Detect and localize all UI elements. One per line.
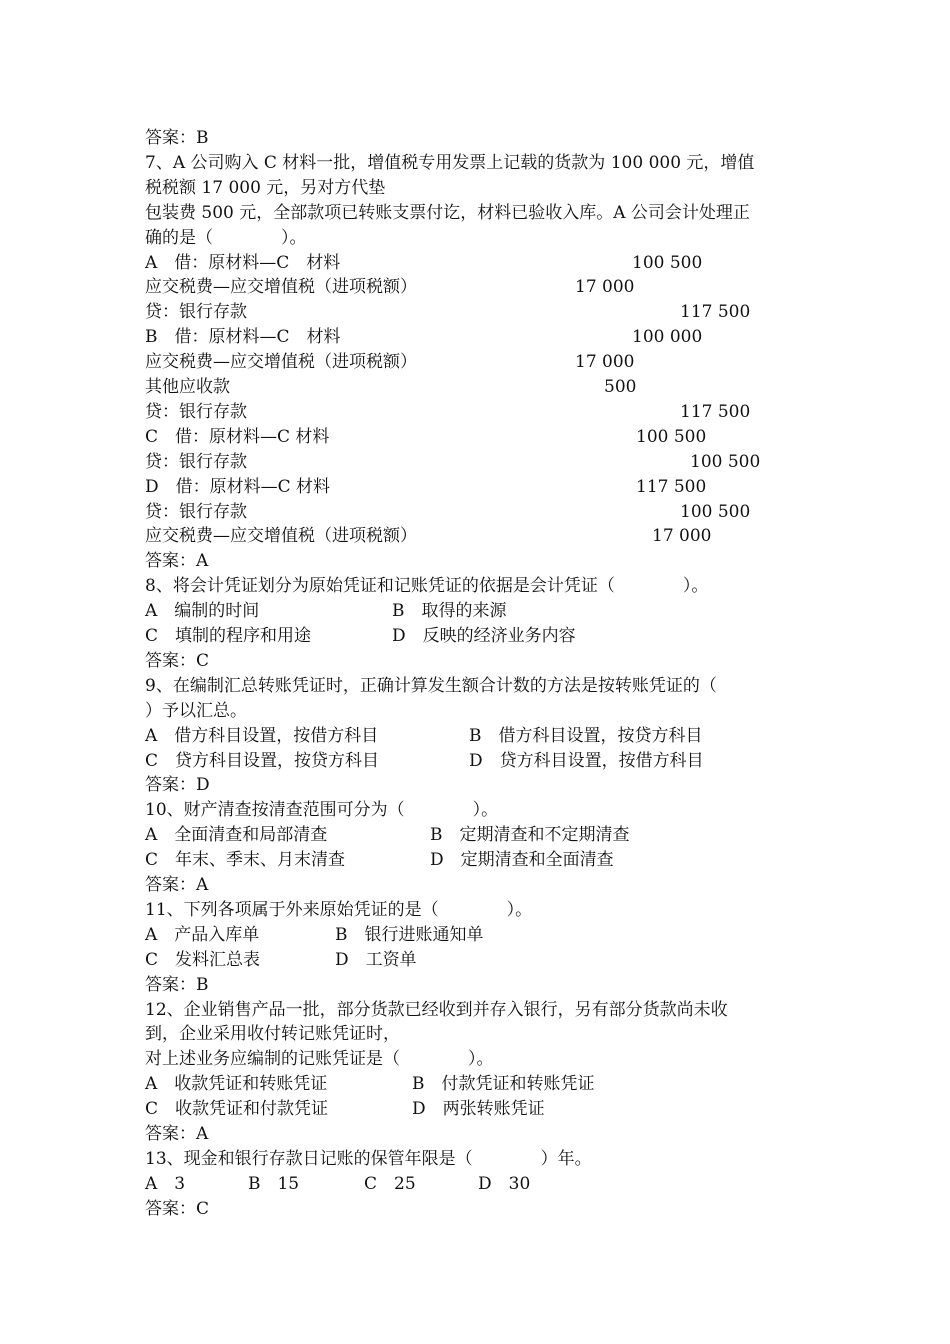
text-line-column: 17 000 <box>652 526 712 546</box>
text-line-column: 17 000 <box>575 352 635 372</box>
text-line: 答案：C <box>145 651 210 671</box>
text-line-column: 100 000 <box>632 327 703 347</box>
text-line: 对上述业务应编制的记账凭证是（ ）。 <box>145 1049 494 1069</box>
text-line-column: B 付款凭证和转账凭证 <box>412 1074 595 1094</box>
text-line-column: D 贷方科目设置，按借方科目 <box>469 751 704 771</box>
text-line: C 收款凭证和付款凭证 <box>145 1099 329 1119</box>
text-line: C 借：原材料—C 材料 <box>145 427 330 447</box>
text-line: 10、财产清查按清查范围可分为（ ）。 <box>145 800 499 820</box>
text-line-column: 117 500 <box>680 402 751 422</box>
text-line: C 发料汇总表 <box>145 950 261 970</box>
text-line: 应交税费—应交增值税（进项税额） <box>145 526 417 546</box>
text-line: 8、将会计凭证划分为原始凭证和记账凭证的依据是会计凭证（ ）。 <box>145 576 709 596</box>
text-line: A 产品入库单 <box>145 925 260 945</box>
text-line-column: 117 500 <box>636 477 707 497</box>
text-line: 答案：A <box>145 875 209 895</box>
text-line-column: 117 500 <box>680 302 751 322</box>
text-line-column: 100 500 <box>690 452 761 472</box>
text-line: 其他应收款 <box>145 377 230 397</box>
text-line: 贷：银行存款 <box>145 452 247 472</box>
text-line-column: B 15 <box>248 1174 300 1194</box>
text-line: A 借方科目设置，按借方科目 <box>145 726 379 746</box>
text-line: 贷：银行存款 <box>145 302 247 322</box>
text-line: A 借：原材料—C 材料 <box>145 253 341 273</box>
text-line: 应交税费—应交增值税（进项税额） <box>145 277 417 297</box>
text-line: 贷：银行存款 <box>145 402 247 422</box>
text-line: 答案：A <box>145 1124 209 1144</box>
text-line: B 借：原材料—C 材料 <box>145 327 341 347</box>
text-line: C 填制的程序和用途 <box>145 626 312 646</box>
text-line-column: B 银行进账通知单 <box>335 925 484 945</box>
text-line: 9、在编制汇总转账凭证时，正确计算发生额合计数的方法是按转账凭证的（ <box>145 676 717 696</box>
text-line: 答案：B <box>145 975 209 995</box>
text-line: 包装费 500 元，全部款项已转账支票付讫，材料已验收入库。A 公司会计处理正 <box>145 203 750 223</box>
text-line: A 收款凭证和转账凭证 <box>145 1074 328 1094</box>
text-line: 应交税费—应交增值税（进项税额） <box>145 352 417 372</box>
text-line-column: D 两张转账凭证 <box>412 1099 545 1119</box>
text-line-column: B 取得的来源 <box>392 601 507 621</box>
text-line: ）予以汇总。 <box>145 701 247 721</box>
text-line: 12、企业销售产品一批，部分货款已经收到并存入银行，另有部分货款尚未收 <box>145 1000 728 1020</box>
text-line: 答案：C <box>145 1199 210 1219</box>
text-line: A 编制的时间 <box>145 601 260 621</box>
text-line-column: C 25 <box>364 1174 416 1194</box>
text-line: 11、下列各项属于外来原始凭证的是（ ）。 <box>145 900 533 920</box>
text-line-column: 100 500 <box>636 427 707 447</box>
text-line-column: 100 500 <box>680 502 751 522</box>
text-line: A 全面清查和局部清查 <box>145 825 328 845</box>
text-line-column: D 30 <box>478 1174 531 1194</box>
text-line-column: D 定期清查和全面清查 <box>430 850 614 870</box>
text-line: C 年末、季末、月末清查 <box>145 850 346 870</box>
text-line: A 3 <box>145 1174 186 1194</box>
text-line-column: D 工资单 <box>335 950 417 970</box>
text-line-column: 17 000 <box>575 277 635 297</box>
text-line-column: D 反映的经济业务内容 <box>392 626 576 646</box>
text-line: 税税额 17 000 元，另对方代垫 <box>145 178 386 198</box>
text-line: 贷：银行存款 <box>145 502 247 522</box>
text-line-column: B 借方科目设置，按贷方科目 <box>469 726 703 746</box>
text-line-column: 100 500 <box>632 253 703 273</box>
text-line: 7、A 公司购入 C 材料一批，增值税专用发票上记载的货款为 100 000 元，增值 <box>145 153 755 173</box>
text-line: 13、现金和银行存款日记账的保管年限是（ ）年。 <box>145 1149 592 1169</box>
text-line-column: B 定期清查和不定期清查 <box>430 825 630 845</box>
text-line: 答案：B <box>145 128 209 148</box>
text-line: 答案：A <box>145 551 209 571</box>
text-line: D 借：原材料—C 材料 <box>145 477 331 497</box>
text-line: C 贷方科目设置，按贷方科目 <box>145 751 380 771</box>
text-line: 到，企业采用收付转记账凭证时， <box>145 1024 400 1044</box>
text-line: 答案：D <box>145 775 210 795</box>
text-line: 确的是（ ）。 <box>145 228 307 248</box>
text-line-column: 500 <box>604 377 637 397</box>
